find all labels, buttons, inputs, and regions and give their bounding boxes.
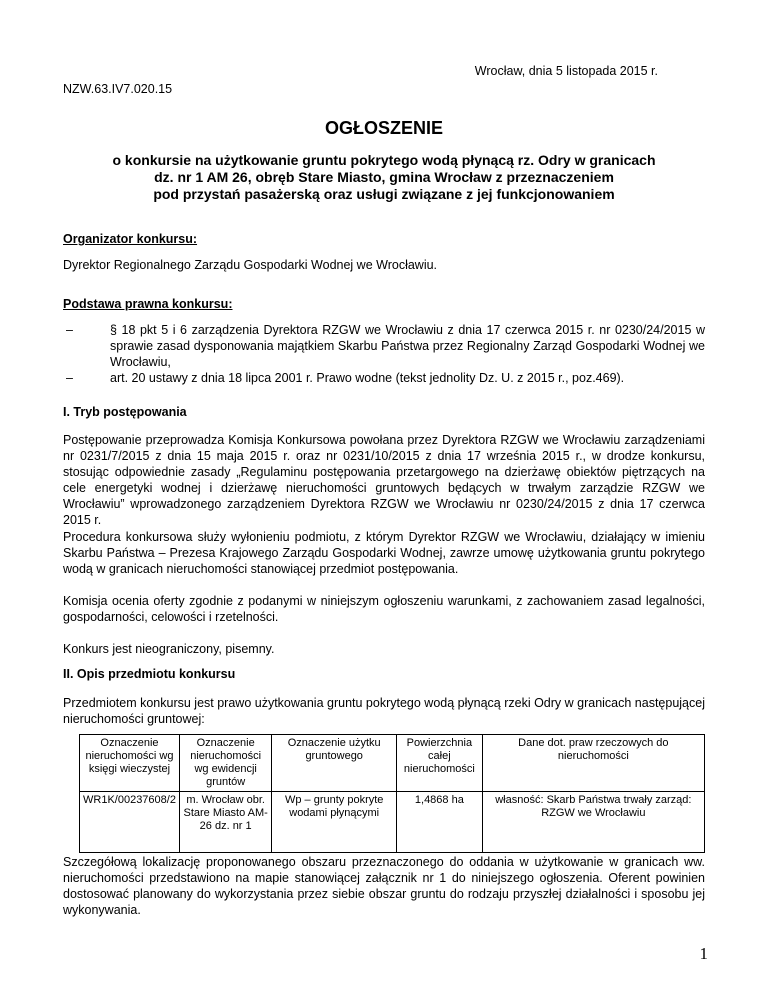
document-date: Wrocław, dnia 5 listopada 2015 r. bbox=[474, 64, 658, 78]
page-number: 1 bbox=[699, 944, 708, 963]
table-header-cell: Dane dot. praw rzeczowych do nieruchomości bbox=[482, 735, 704, 792]
table-header-cell: Oznaczenie nieruchomości wg ewidencji gruntów bbox=[179, 735, 271, 792]
legal-basis-item: – art. 20 ustawy z dnia 18 lipca 2001 r. Prawo wodne (tekst jednolity Dz. U. z 2015 r., poz.469). bbox=[63, 370, 705, 386]
table-header-cell: Oznaczenie użytku gruntowego bbox=[272, 735, 397, 792]
table-header-row bbox=[80, 735, 705, 792]
section-1-paragraph: Konkurs jest nieograniczony, pisemny. bbox=[63, 642, 275, 656]
organizer-heading: Organizator konkursu: bbox=[63, 232, 198, 246]
table-header-cell: Powierzchnia całej nieruchomości bbox=[397, 735, 483, 792]
document-subtitle bbox=[63, 152, 705, 203]
section-1-paragraph: Procedura konkursowa służy wyłonieniu podmiotu, z którym Dyrektor RZGW we Wrocławiu, działający w imieniu Skarbu Państwa – Prezesa Krajowego Zarządu Gospodarki Wodnej, zawrze umowę użytkowania gruntu pokrytego wodą w granicach nieruchomości stanowiącej przedmiot postępowania. bbox=[63, 530, 705, 576]
legal-basis-heading: Podstawa prawna konkursu: bbox=[63, 297, 233, 311]
section-1-heading: I. Tryb postępowania bbox=[63, 405, 187, 419]
table-cell: własność: Skarb Państwa trwały zarząd: RZGW we Wrocławiu bbox=[482, 792, 704, 853]
document-title: OGŁOSZENIE bbox=[324, 118, 443, 138]
table-cell: m. Wrocław obr. Stare Miasto AM-26 dz. nr 1 bbox=[179, 792, 271, 853]
section-2-closing: Szczegółową lokalizację proponowanego obszaru przeznaczonego do oddania w użytkowanie w granicach ww. nieruchomości przedstawiono na mapie stanowiącej załącznik nr 1 do niniejszego ogłoszenia. Oferent powinien dostosować planowany do wykorzystania przez siebie obszar gruntu do rodzaju przyszłej działalności i sposobu jej wykonywania. bbox=[63, 855, 705, 917]
table-cell: 1,4868 ha bbox=[397, 792, 483, 853]
legal-basis-list bbox=[63, 322, 705, 386]
section-2-heading: II. Opis przedmiotu konkursu bbox=[63, 667, 236, 681]
table-cell: WR1K/00237608/2 bbox=[80, 792, 180, 853]
subtitle-line: o konkursie na użytkowanie gruntu pokrytego wodą płynącą rz. Odry w granicach bbox=[112, 152, 656, 168]
section-2-intro: Przedmiotem konkursu jest prawo użytkowania gruntu pokrytego wodą płynącą rzeki Odry w granicach następującej nieruchomości gruntowej: bbox=[63, 696, 705, 726]
table-header-cell: Oznaczenie nieruchomości wg księgi wieczystej bbox=[80, 735, 180, 792]
property-table bbox=[79, 734, 705, 853]
section-1-paragraph: Komisja ocenia oferty zgodnie z podanymi w niniejszym ogłoszeniu warunkami, z zachowaniem zasad legalności, gospodarności, celowości i rzetelności. bbox=[63, 594, 705, 624]
table-cell: Wp – grunty pokryte wodami płynącymi bbox=[272, 792, 397, 853]
table-row bbox=[80, 792, 705, 853]
reference-number: NZW.63.IV7.020.15 bbox=[63, 82, 173, 96]
organizer-text: Dyrektor Regionalnego Zarządu Gospodarki Wodnej we Wrocławiu. bbox=[63, 258, 438, 272]
subtitle-line: dz. nr 1 AM 26, obręb Stare Miasto, gmina Wrocław z przeznaczeniem bbox=[154, 169, 614, 185]
section-1-paragraph: Postępowanie przeprowadza Komisja Konkursowa powołana przez Dyrektora RZGW we Wrocławiu zarządzeniami nr 0231/7/2015 z dnia 15 maja 2015 r. oraz nr 0231/10/2015 z dnia 17 września 2015 r., w drodze konkursu, stosując odpowiednie zasady „Regulaminu postępowania przetargowego na dzierżawę obiektów piętrzących na cele energetyki wodnej i dzierżawę nieruchomości gruntowych będących w trwałym zarządzie RZGW we Wrocławiu” wprowadzonego zarządzeniem Dyrektora RZGW we Wrocławiu nr 0230/24/2015 z dnia 17 czerwca 2015 r. bbox=[63, 433, 705, 527]
subtitle-line: pod przystań pasażerską oraz usługi związane z jej funkcjonowaniem bbox=[153, 186, 615, 202]
legal-basis-item: – § 18 pkt 5 i 6 zarządzenia Dyrektora RZGW we Wrocławiu z dnia 17 czerwca 2015 r. nr 0230/24/2015 w sprawie zasad dysponowania majątkiem Skarbu Państwa przez Regionalny Zarząd Gospodarki Wodnej we Wrocławiu, bbox=[63, 322, 705, 370]
